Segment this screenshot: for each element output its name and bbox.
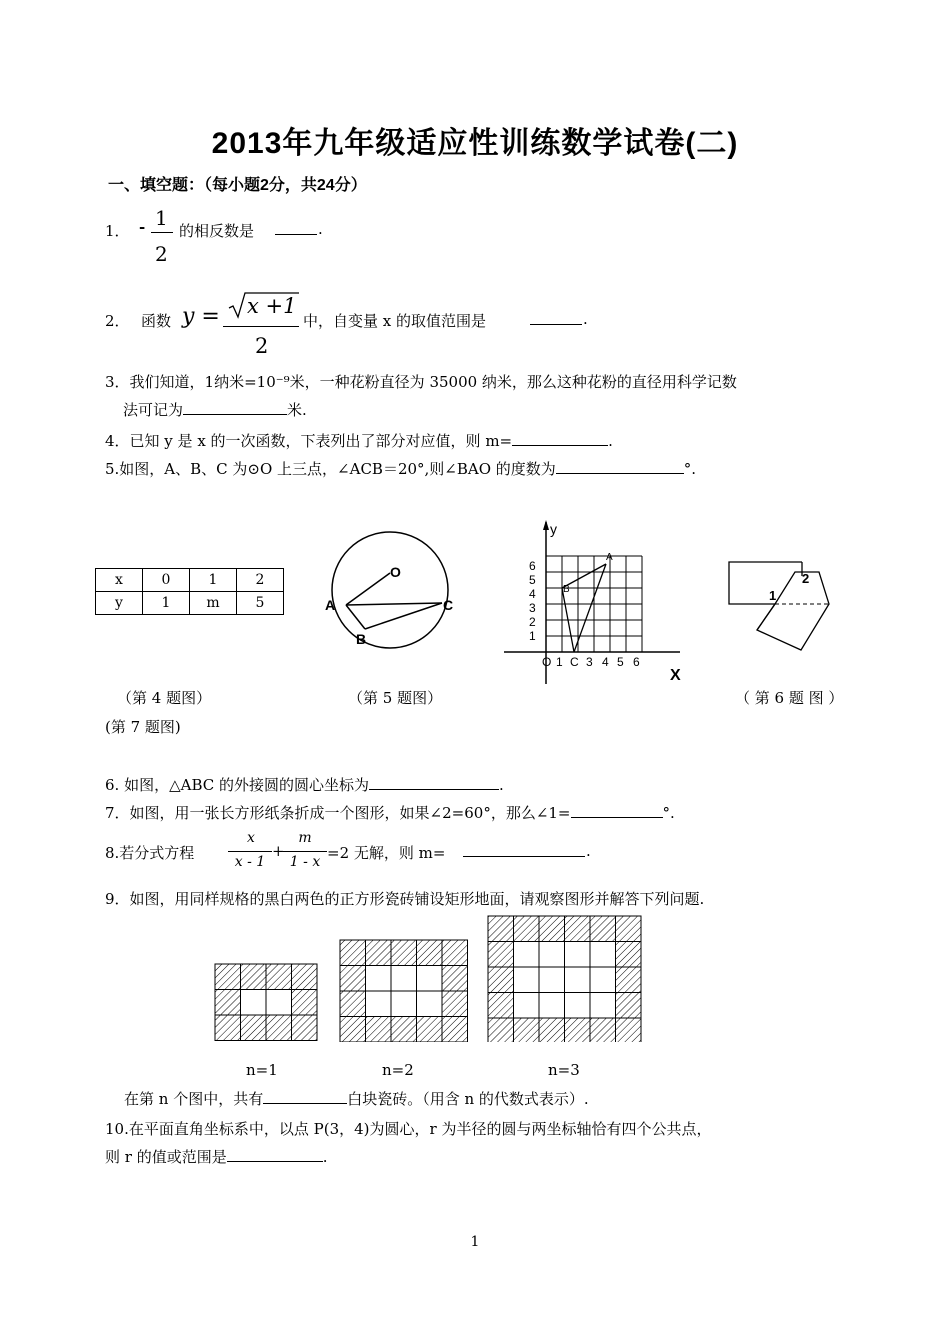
answer-blank-1[interactable] [275,220,317,235]
white-tile [565,942,591,968]
shaded-tile [292,990,318,1016]
answer-blank-8[interactable] [463,842,585,857]
shaded-tile [366,940,392,966]
shaded-tile [340,940,366,966]
question-4: 4．已知 y 是 x 的一次函数，下表列出了部分对应值，则 m= . [105,432,613,450]
point-a-label: A [606,552,613,563]
white-tile [514,993,540,1019]
question-10-line2: 则 r 的值或范围是 . [105,1148,328,1166]
fraction-numerator: 1 [155,206,168,230]
white-tile [266,990,292,1016]
white-tile [539,993,565,1019]
shaded-tile [442,1017,468,1043]
angle-1-label: 1 [769,588,777,603]
shaded-tile [488,993,514,1019]
white-tile [590,967,616,993]
y-axis-label: y [550,521,557,537]
y-tick: 4 [529,587,536,601]
question-5: 5.如图，A、B、C 为⊙O 上三点，∠ACB＝20°,则∠BAO 的度数为 °. [105,460,697,478]
answer-blank-5[interactable] [556,459,684,474]
shaded-tile [340,991,366,1017]
answer-blank-7[interactable] [571,803,663,818]
shaded-tile [488,1018,514,1042]
white-tile [417,966,443,992]
answer-blank-3[interactable] [183,400,287,415]
y-tick: 6 [529,559,536,573]
question-10: 10.在平面直角坐标系中，以点 P(3，4)为圆心，r 为半径的圆与两坐标轴恰有四个公共点， [105,1120,712,1138]
shaded-tile [241,964,267,990]
x-tick: 4 [602,655,609,669]
fold-figure [725,556,837,656]
coordinate-grid-figure [500,518,700,688]
question-7: 7．如图，用一张长方形纸条折成一个图形，如果∠2=60°，那么∠1= °. [105,804,675,822]
shaded-tile [590,1018,616,1042]
radicand: x +1 [247,294,297,318]
shaded-tile [539,1018,565,1042]
point-c-label: C [443,597,454,613]
white-tile [565,993,591,1019]
answer-blank-2[interactable] [530,310,582,325]
white-tile [417,991,443,1017]
shaded-tile [391,940,417,966]
white-tile [565,967,591,993]
table-row: y 1 m 5 [96,592,284,615]
white-tile [366,966,392,992]
caption-fig6: （ 第 6 题 图 ） [735,689,844,707]
shaded-tile [488,916,514,942]
shaded-tile [391,1017,417,1043]
white-tile [590,993,616,1019]
answer-blank-10[interactable] [227,1147,323,1162]
shaded-tile [340,1017,366,1043]
white-tile [391,966,417,992]
white-tile [241,990,267,1016]
x-tick: 6 [633,655,640,669]
shaded-tile [292,964,318,990]
shaded-tile [616,993,642,1019]
shaded-tile [616,967,642,993]
shaded-tile [488,967,514,993]
shaded-tile [616,1018,642,1042]
shaded-tile [366,1017,392,1043]
y-tick: 1 [529,629,536,643]
white-tile [539,942,565,968]
shaded-tile [215,990,241,1016]
section-heading: 一、填空题：（每小题2分，共24分） [108,177,367,194]
x-tick: C [570,655,579,669]
white-tile [514,967,540,993]
x-tick: O [542,655,552,669]
answer-blank-6[interactable] [369,775,499,790]
y-tick: 3 [529,601,536,615]
shaded-tile [514,1018,540,1042]
x-tick: 3 [586,655,593,669]
page-number: 1 [470,1234,480,1250]
angle-2-label: 2 [802,571,810,586]
shaded-tile [565,1018,591,1042]
caption-fig4: （第 4 题图） [117,689,212,707]
shaded-tile [266,1015,292,1041]
question-6: 6. 如图，△ABC 的外接圆的圆心坐标为 . [105,776,504,794]
white-tile [366,991,392,1017]
white-tile [590,942,616,968]
x-tick: 1 [556,655,563,669]
shaded-tile [514,916,540,942]
caption-fig5: （第 5 题图） [348,689,443,707]
white-tile [391,991,417,1017]
page-title: 2013年九年级适应性训练数学试卷(二) [211,127,739,160]
shaded-tile [565,916,591,942]
shaded-tile [442,940,468,966]
question-9-answer: 在第 n 个图中，共有 白块瓷砖。（用含 n 的代数式表示）. [124,1090,589,1108]
shaded-tile [616,916,642,942]
point-a-label: A [325,597,336,613]
fraction-denominator: 2 [155,242,168,266]
shaded-tile [442,966,468,992]
shaded-tile [241,1015,267,1041]
shaded-tile [417,1017,443,1043]
white-tile [514,942,540,968]
shaded-tile [442,991,468,1017]
point-o-label: O [390,564,401,580]
shaded-tile [616,942,642,968]
question-9: 9．如图，用同样规格的黑白两色的正方形瓷砖铺设矩形地面，请观察图形并解答下列问题. [105,890,705,908]
answer-blank-9[interactable] [263,1089,347,1104]
answer-blank-4[interactable] [512,431,608,446]
tile-pattern-figures [210,912,660,1042]
y-tick: 2 [529,615,536,629]
shaded-tile [266,964,292,990]
question-3-line2: 法可记为 米. [123,401,307,419]
question-3: 3．我们知道，1纳米=10⁻⁹米，一种花粉直径为 35000 纳米，那么这种花粉的直径用科学记数 [105,373,737,391]
tile-label-n3: n=3 [548,1061,580,1079]
x-tick: 5 [617,655,624,669]
x-axis-label: X [670,667,681,684]
shaded-tile [417,940,443,966]
shaded-tile [215,1015,241,1041]
shaded-tile [590,916,616,942]
shaded-tile [488,942,514,968]
shaded-tile [340,966,366,992]
white-tile [539,967,565,993]
table-row: x 0 1 2 [96,569,284,592]
tile-label-n1: n=1 [246,1061,278,1079]
point-b-label: B [356,631,367,647]
shaded-tile [539,916,565,942]
tile-label-n2: n=2 [382,1061,414,1079]
point-b-label: B [563,584,570,595]
y-tick: 5 [529,573,536,587]
shaded-tile [215,964,241,990]
caption-fig7: (第 7 题图) [105,718,181,736]
circle-figure [320,518,470,653]
value-table [95,568,284,615]
shaded-tile [292,1015,318,1041]
